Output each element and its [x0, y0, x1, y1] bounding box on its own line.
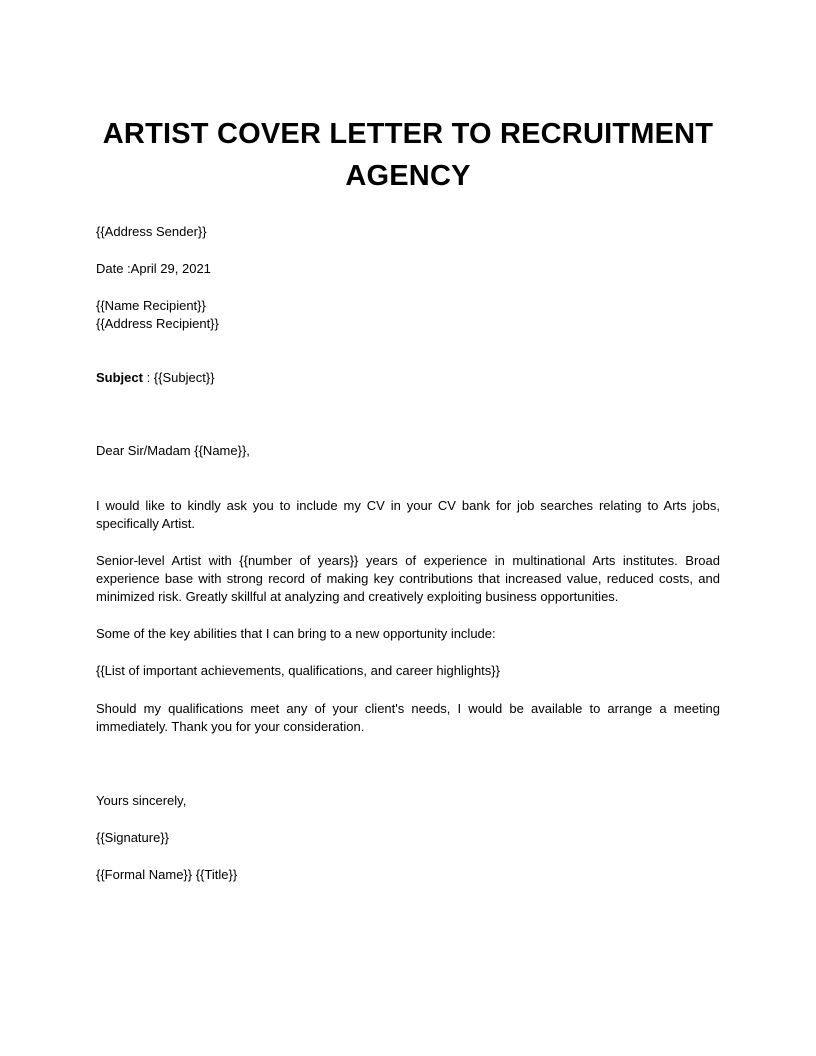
letter-date: Date :April 29, 2021 [96, 261, 211, 276]
paragraph-key-abilities: Some of the key abilities that I can bring to a new opportunity include: [96, 626, 496, 641]
document-title: ARTIST COVER LETTER TO RECRUITMENT AGENCY [102, 118, 714, 192]
address-recipient: {{Address Recipient}} [96, 316, 219, 331]
address-sender: {{Address Sender}} [96, 224, 207, 239]
paragraph-cv-request: I would like to kindly ask you to include my CV in your CV bank for job searches relating to Arts jobs, specifically Artist. [96, 498, 720, 531]
paragraph-achievements: {{List of important achievements, qualifications, and career highlights}} [96, 663, 500, 678]
subject-value: : {{Subject}} [142, 370, 215, 385]
closing: Yours sincerely, [96, 793, 187, 808]
subject-line [96, 369, 720, 387]
formal-name-title: {{Formal Name}} {{Title}} [96, 867, 238, 882]
paragraph-experience: Senior-level Artist with {{number of years}} years of experience in multinational Arts institutes. Broad experience base with strong record of making key contributions that increased value, reduced costs, and minimized risk. Greatly skillful at analyzing and creatively exploiting business opportunities. [96, 553, 720, 604]
subject-label: Subject [96, 370, 143, 385]
paragraph-availability: Should my qualifications meet any of your client's needs, I would be available to arrange a meeting immediately. Thank you for your consideration. [96, 701, 720, 734]
name-recipient: {{Name Recipient}} [96, 298, 206, 313]
salutation: Dear Sir/Madam {{Name}}, [96, 443, 250, 458]
signature: {{Signature}} [96, 830, 170, 845]
